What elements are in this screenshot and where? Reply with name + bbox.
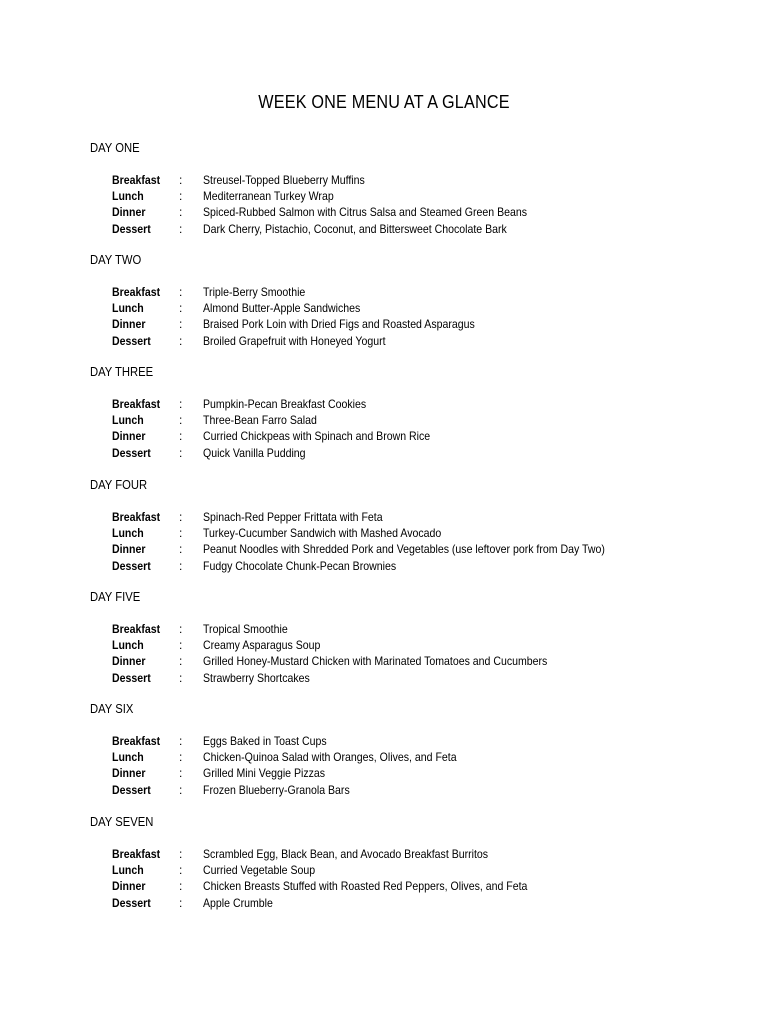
meal-label: Lunch — [112, 638, 144, 653]
meal-label: Lunch — [112, 750, 144, 765]
meal-dish: Strawberry Shortcakes — [203, 670, 310, 685]
meal-row — [0, 879, 768, 895]
meal-separator: : — [179, 654, 183, 669]
meal-dish: Streusel-Topped Blueberry Muffins — [203, 173, 365, 187]
meal-row — [0, 526, 768, 542]
meal-separator: : — [179, 622, 183, 636]
meal-dish: Fudgy Chocolate Chunk-Pecan Brownies — [203, 558, 397, 573]
meal-separator: : — [179, 847, 183, 861]
meal-row — [0, 413, 768, 429]
meal-row — [0, 654, 768, 670]
meal-label: Lunch — [112, 863, 144, 878]
meal-label: Dessert — [112, 782, 151, 797]
meal-row — [0, 397, 768, 413]
meal-separator: : — [179, 301, 183, 316]
meal-label: Dessert — [112, 221, 151, 236]
meal-label: Breakfast — [112, 622, 161, 636]
meal-row — [0, 542, 768, 558]
meal-dish: Frozen Blueberry-Granola Bars — [203, 782, 350, 797]
meal-separator: : — [179, 510, 183, 524]
meal-separator: : — [179, 173, 183, 187]
meal-dish: Eggs Baked in Toast Cups — [203, 734, 327, 748]
meal-separator: : — [179, 766, 183, 781]
meal-label: Dessert — [112, 558, 151, 573]
meal-separator: : — [179, 333, 183, 348]
meal-dish: Almond Butter-Apple Sandwiches — [203, 301, 361, 316]
meal-dish: Scrambled Egg, Black Bean, and Avocado Breakfast Burritos — [203, 847, 489, 861]
meal-dish: Tropical Smoothie — [203, 622, 288, 636]
meal-label: Dessert — [112, 670, 151, 685]
meal-dish: Mediterranean Turkey Wrap — [203, 189, 334, 204]
meal-dish: Grilled Honey-Mustard Chicken with Marinated Tomatoes and Cucumbers — [203, 654, 548, 669]
meal-label: Lunch — [112, 189, 144, 204]
meal-row — [0, 446, 768, 462]
meal-dish: Pumpkin-Pecan Breakfast Cookies — [203, 397, 367, 411]
meal-dish: Turkey-Cucumber Sandwich with Mashed Avocado — [203, 526, 442, 541]
meal-label: Dinner — [112, 654, 146, 669]
meal-row — [0, 622, 768, 638]
meal-row — [0, 766, 768, 782]
meal-row — [0, 189, 768, 205]
meal-dish: Apple Crumble — [203, 895, 273, 910]
meal-separator: : — [179, 445, 183, 460]
meal-label: Dessert — [112, 895, 151, 910]
page-title: WEEK ONE MENU AT A GLANCE — [258, 92, 510, 112]
day-heading: DAY FOUR — [90, 478, 148, 492]
meal-row — [0, 896, 768, 912]
meal-label: Dinner — [112, 317, 146, 332]
meal-label: Dinner — [112, 879, 146, 894]
day-heading: DAY THREE — [90, 365, 154, 379]
day-heading: DAY SEVEN — [90, 815, 154, 829]
meal-dish: Spiced-Rubbed Salmon with Citrus Salsa and Steamed Green Beans — [203, 205, 528, 220]
meal-separator: : — [179, 670, 183, 685]
meal-dish: Spinach-Red Pepper Frittata with Feta — [203, 510, 383, 524]
meal-dish: Grilled Mini Veggie Pizzas — [203, 766, 326, 781]
meal-label: Breakfast — [112, 397, 161, 411]
meal-dish: Curried Chickpeas with Spinach and Brown Rice — [203, 429, 431, 444]
meal-dish: Creamy Asparagus Soup — [203, 638, 321, 653]
meal-dish: Quick Vanilla Pudding — [203, 445, 306, 460]
meal-separator: : — [179, 782, 183, 797]
meal-row — [0, 285, 768, 301]
meal-label: Breakfast — [112, 510, 161, 524]
meal-label: Breakfast — [112, 285, 161, 299]
meal-separator: : — [179, 734, 183, 748]
meal-row — [0, 301, 768, 317]
meal-label: Dinner — [112, 542, 146, 557]
day-heading: DAY ONE — [90, 141, 140, 155]
meal-row — [0, 783, 768, 799]
meal-separator: : — [179, 895, 183, 910]
meal-label: Lunch — [112, 413, 144, 428]
meal-separator: : — [179, 285, 183, 299]
meal-row — [0, 559, 768, 575]
day-heading: DAY SIX — [90, 702, 134, 716]
meal-row — [0, 750, 768, 766]
meal-separator: : — [179, 413, 183, 428]
meal-row — [0, 317, 768, 333]
meal-separator: : — [179, 638, 183, 653]
meal-separator: : — [179, 558, 183, 573]
meal-dish: Chicken Breasts Stuffed with Roasted Red Peppers, Olives, and Feta — [203, 879, 528, 894]
meal-label: Dessert — [112, 445, 151, 460]
meal-row — [0, 863, 768, 879]
meal-label: Dessert — [112, 333, 151, 348]
meal-dish: Braised Pork Loin with Dried Figs and Roasted Asparagus — [203, 317, 475, 332]
meal-separator: : — [179, 205, 183, 220]
meal-separator: : — [179, 526, 183, 541]
meal-label: Dinner — [112, 205, 146, 220]
meal-row — [0, 429, 768, 445]
meal-separator: : — [179, 429, 183, 444]
meal-dish: Three-Bean Farro Salad — [203, 413, 317, 428]
meal-row — [0, 847, 768, 863]
meal-label: Breakfast — [112, 734, 161, 748]
meal-row — [0, 173, 768, 189]
meal-separator: : — [179, 863, 183, 878]
meal-row — [0, 671, 768, 687]
meal-dish: Peanut Noodles with Shredded Pork and Vegetables (use leftover pork from Day Two) — [203, 542, 605, 557]
meal-separator: : — [179, 317, 183, 332]
meal-separator: : — [179, 879, 183, 894]
meal-label: Dinner — [112, 429, 146, 444]
meal-separator: : — [179, 750, 183, 765]
meal-separator: : — [179, 397, 183, 411]
meal-dish: Curried Vegetable Soup — [203, 863, 316, 878]
meal-row — [0, 734, 768, 750]
meal-separator: : — [179, 221, 183, 236]
meal-dish: Triple-Berry Smoothie — [203, 285, 306, 299]
meal-row — [0, 222, 768, 238]
meal-dish: Broiled Grapefruit with Honeyed Yogurt — [203, 333, 386, 348]
meal-row — [0, 638, 768, 654]
meal-dish: Dark Cherry, Pistachio, Coconut, and Bittersweet Chocolate Bark — [203, 221, 507, 236]
meal-label: Breakfast — [112, 173, 161, 187]
meal-label: Dinner — [112, 766, 146, 781]
meal-separator: : — [179, 542, 183, 557]
meal-separator: : — [179, 189, 183, 204]
meal-row — [0, 205, 768, 221]
meal-row — [0, 510, 768, 526]
meal-label: Breakfast — [112, 847, 161, 861]
day-heading: DAY FIVE — [90, 590, 141, 604]
meal-row — [0, 334, 768, 350]
meal-label: Lunch — [112, 526, 144, 541]
day-heading: DAY TWO — [90, 253, 142, 267]
meal-label: Lunch — [112, 301, 144, 316]
meal-dish: Chicken-Quinoa Salad with Oranges, Olives, and Feta — [203, 750, 457, 765]
